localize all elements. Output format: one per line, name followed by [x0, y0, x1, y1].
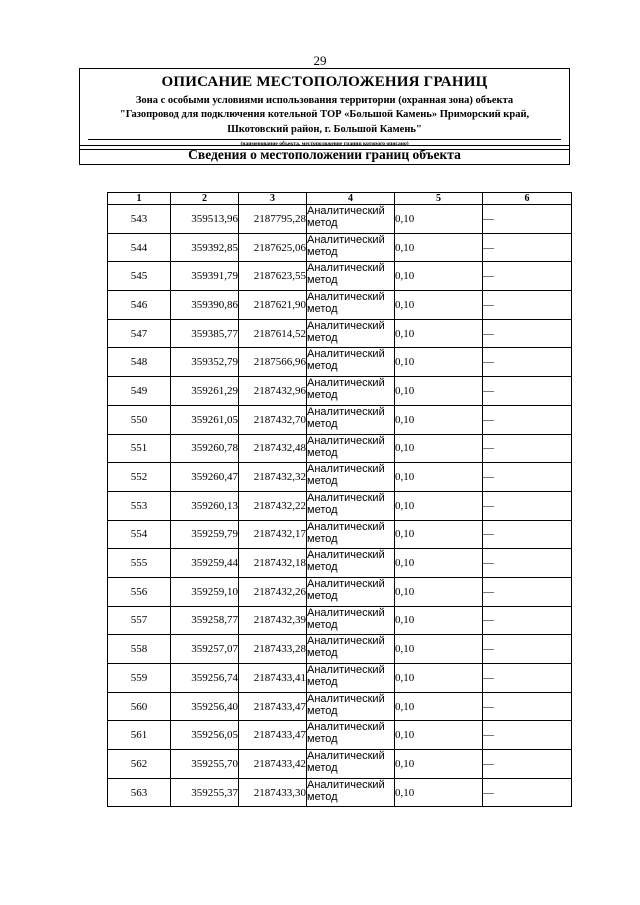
table-body [108, 205, 572, 807]
x-coordinate: 359259,79 [171, 520, 239, 549]
section-subtitle-box [79, 145, 570, 165]
precision-cell: 0,10 [395, 405, 483, 434]
table-row [108, 348, 572, 377]
method-cell: Аналитический метод [307, 262, 395, 291]
y-coordinate: 2187432,39 [239, 606, 307, 635]
note-cell: — [483, 692, 572, 721]
x-coordinate: 359260,47 [171, 463, 239, 492]
object-caption: (наименование объекта, местоположение границ которого описано) [240, 141, 409, 147]
point-number: 545 [108, 262, 171, 291]
note-cell: — [483, 606, 572, 635]
note-cell: — [483, 319, 572, 348]
method-cell: Аналитический метод [307, 348, 395, 377]
x-coordinate: 359391,79 [171, 262, 239, 291]
column-header: 5 [395, 193, 483, 205]
point-number: 563 [108, 778, 171, 807]
precision-cell: 0,10 [395, 577, 483, 606]
note-cell: — [483, 262, 572, 291]
y-coordinate: 2187433,47 [239, 692, 307, 721]
note-cell: — [483, 434, 572, 463]
precision-cell: 0,10 [395, 262, 483, 291]
table-row [108, 377, 572, 406]
table-row [108, 721, 572, 750]
precision-cell: 0,10 [395, 491, 483, 520]
method-cell: Аналитический метод [307, 319, 395, 348]
x-coordinate: 359258,77 [171, 606, 239, 635]
precision-cell: 0,10 [395, 664, 483, 693]
table-row [108, 434, 572, 463]
y-coordinate: 2187623,55 [239, 262, 307, 291]
x-coordinate: 359255,70 [171, 750, 239, 779]
section-subtitle: Сведения о местоположении границ объекта [188, 147, 461, 162]
precision-cell: 0,10 [395, 348, 483, 377]
method-cell: Аналитический метод [307, 291, 395, 320]
table-row [108, 463, 572, 492]
y-coordinate: 2187433,30 [239, 778, 307, 807]
precision-cell: 0,10 [395, 434, 483, 463]
method-cell: Аналитический метод [307, 405, 395, 434]
precision-cell: 0,10 [395, 778, 483, 807]
method-cell: Аналитический метод [307, 692, 395, 721]
y-coordinate: 2187621,90 [239, 291, 307, 320]
x-coordinate: 359255,37 [171, 778, 239, 807]
precision-cell: 0,10 [395, 377, 483, 406]
y-coordinate: 2187432,17 [239, 520, 307, 549]
table-row [108, 262, 572, 291]
note-cell: — [483, 233, 572, 262]
table-row [108, 778, 572, 807]
y-coordinate: 2187432,96 [239, 377, 307, 406]
point-number: 546 [108, 291, 171, 320]
precision-cell: 0,10 [395, 205, 483, 234]
point-number: 561 [108, 721, 171, 750]
precision-cell: 0,10 [395, 721, 483, 750]
point-number: 549 [108, 377, 171, 406]
point-number: 560 [108, 692, 171, 721]
precision-cell: 0,10 [395, 606, 483, 635]
table-row [108, 491, 572, 520]
method-cell: Аналитический метод [307, 606, 395, 635]
precision-cell: 0,10 [395, 635, 483, 664]
method-cell: Аналитический метод [307, 635, 395, 664]
y-coordinate: 2187566,96 [239, 348, 307, 377]
point-number: 552 [108, 463, 171, 492]
y-coordinate: 2187432,26 [239, 577, 307, 606]
document-title: ОПИСАНИЕ МЕСТОПОЛОЖЕНИЯ ГРАНИЦ [161, 74, 488, 90]
y-coordinate: 2187795,28 [239, 205, 307, 234]
method-cell: Аналитический метод [307, 750, 395, 779]
y-coordinate: 2187433,41 [239, 664, 307, 693]
x-coordinate: 359256,05 [171, 721, 239, 750]
point-number: 555 [108, 549, 171, 578]
x-coordinate: 359257,07 [171, 635, 239, 664]
method-cell: Аналитический метод [307, 778, 395, 807]
x-coordinate: 359392,85 [171, 233, 239, 262]
table-row [108, 750, 572, 779]
point-number: 554 [108, 520, 171, 549]
x-coordinate: 359259,10 [171, 577, 239, 606]
object-description-line-1: Зона с особыми условиями использования территории (охранная зона) объекта [135, 95, 514, 106]
method-cell: Аналитический метод [307, 434, 395, 463]
y-coordinate: 2187432,22 [239, 491, 307, 520]
precision-cell: 0,10 [395, 319, 483, 348]
table-row [108, 635, 572, 664]
x-coordinate: 359390,86 [171, 291, 239, 320]
method-cell: Аналитический метод [307, 463, 395, 492]
x-coordinate: 359385,77 [171, 319, 239, 348]
table-row [108, 692, 572, 721]
x-coordinate: 359352,79 [171, 348, 239, 377]
column-header: 3 [239, 193, 307, 205]
y-coordinate: 2187433,42 [239, 750, 307, 779]
precision-cell: 0,10 [395, 692, 483, 721]
x-coordinate: 359260,78 [171, 434, 239, 463]
note-cell: — [483, 348, 572, 377]
x-coordinate: 359261,29 [171, 377, 239, 406]
precision-cell: 0,10 [395, 549, 483, 578]
table-header-row [108, 193, 572, 205]
note-cell: — [483, 520, 572, 549]
point-number: 544 [108, 233, 171, 262]
method-cell: Аналитический метод [307, 377, 395, 406]
y-coordinate: 2187432,18 [239, 549, 307, 578]
table-row [108, 405, 572, 434]
y-coordinate: 2187432,32 [239, 463, 307, 492]
point-number: 557 [108, 606, 171, 635]
point-number: 543 [108, 205, 171, 234]
point-number: 548 [108, 348, 171, 377]
underline-rule [88, 139, 561, 140]
table-row [108, 291, 572, 320]
point-number: 562 [108, 750, 171, 779]
y-coordinate: 2187432,48 [239, 434, 307, 463]
x-coordinate: 359513,96 [171, 205, 239, 234]
y-coordinate: 2187625,06 [239, 233, 307, 262]
x-coordinate: 359259,44 [171, 549, 239, 578]
note-cell: — [483, 463, 572, 492]
object-description-line-2: "Газопровод для подключения котельной ТОР «Большой Камень» Приморский край, [119, 109, 530, 120]
note-cell: — [483, 491, 572, 520]
precision-cell: 0,10 [395, 750, 483, 779]
method-cell: Аналитический метод [307, 233, 395, 262]
column-header: 6 [483, 193, 572, 205]
point-number: 547 [108, 319, 171, 348]
method-cell: Аналитический метод [307, 721, 395, 750]
table-row [108, 319, 572, 348]
note-cell: — [483, 750, 572, 779]
precision-cell: 0,10 [395, 291, 483, 320]
note-cell: — [483, 205, 572, 234]
method-cell: Аналитический метод [307, 577, 395, 606]
note-cell: — [483, 405, 572, 434]
column-header: 2 [171, 193, 239, 205]
point-number: 553 [108, 491, 171, 520]
note-cell: — [483, 577, 572, 606]
x-coordinate: 359261,05 [171, 405, 239, 434]
note-cell: — [483, 721, 572, 750]
table-row [108, 233, 572, 262]
y-coordinate: 2187432,70 [239, 405, 307, 434]
page-number: 29 [313, 53, 327, 68]
point-number: 559 [108, 664, 171, 693]
x-coordinate: 359260,13 [171, 491, 239, 520]
table-row [108, 549, 572, 578]
y-coordinate: 2187433,47 [239, 721, 307, 750]
note-cell: — [483, 635, 572, 664]
method-cell: Аналитический метод [307, 491, 395, 520]
column-header: 1 [108, 193, 171, 205]
precision-cell: 0,10 [395, 463, 483, 492]
note-cell: — [483, 291, 572, 320]
method-cell: Аналитический метод [307, 664, 395, 693]
x-coordinate: 359256,40 [171, 692, 239, 721]
y-coordinate: 2187614,52 [239, 319, 307, 348]
table-row [108, 205, 572, 234]
method-cell: Аналитический метод [307, 549, 395, 578]
precision-cell: 0,10 [395, 520, 483, 549]
object-description-line-3: Шкотовский район, г. Большой Камень" [227, 124, 422, 135]
point-number: 551 [108, 434, 171, 463]
table-row [108, 606, 572, 635]
table-row [108, 520, 572, 549]
x-coordinate: 359256,74 [171, 664, 239, 693]
table-row [108, 664, 572, 693]
note-cell: — [483, 778, 572, 807]
precision-cell: 0,10 [395, 233, 483, 262]
point-number: 550 [108, 405, 171, 434]
method-cell: Аналитический метод [307, 205, 395, 234]
note-cell: — [483, 549, 572, 578]
method-cell: Аналитический метод [307, 520, 395, 549]
note-cell: — [483, 664, 572, 693]
coordinates-table [107, 192, 572, 807]
table-row [108, 577, 572, 606]
y-coordinate: 2187433,28 [239, 635, 307, 664]
note-cell: — [483, 377, 572, 406]
point-number: 558 [108, 635, 171, 664]
column-header: 4 [307, 193, 395, 205]
point-number: 556 [108, 577, 171, 606]
